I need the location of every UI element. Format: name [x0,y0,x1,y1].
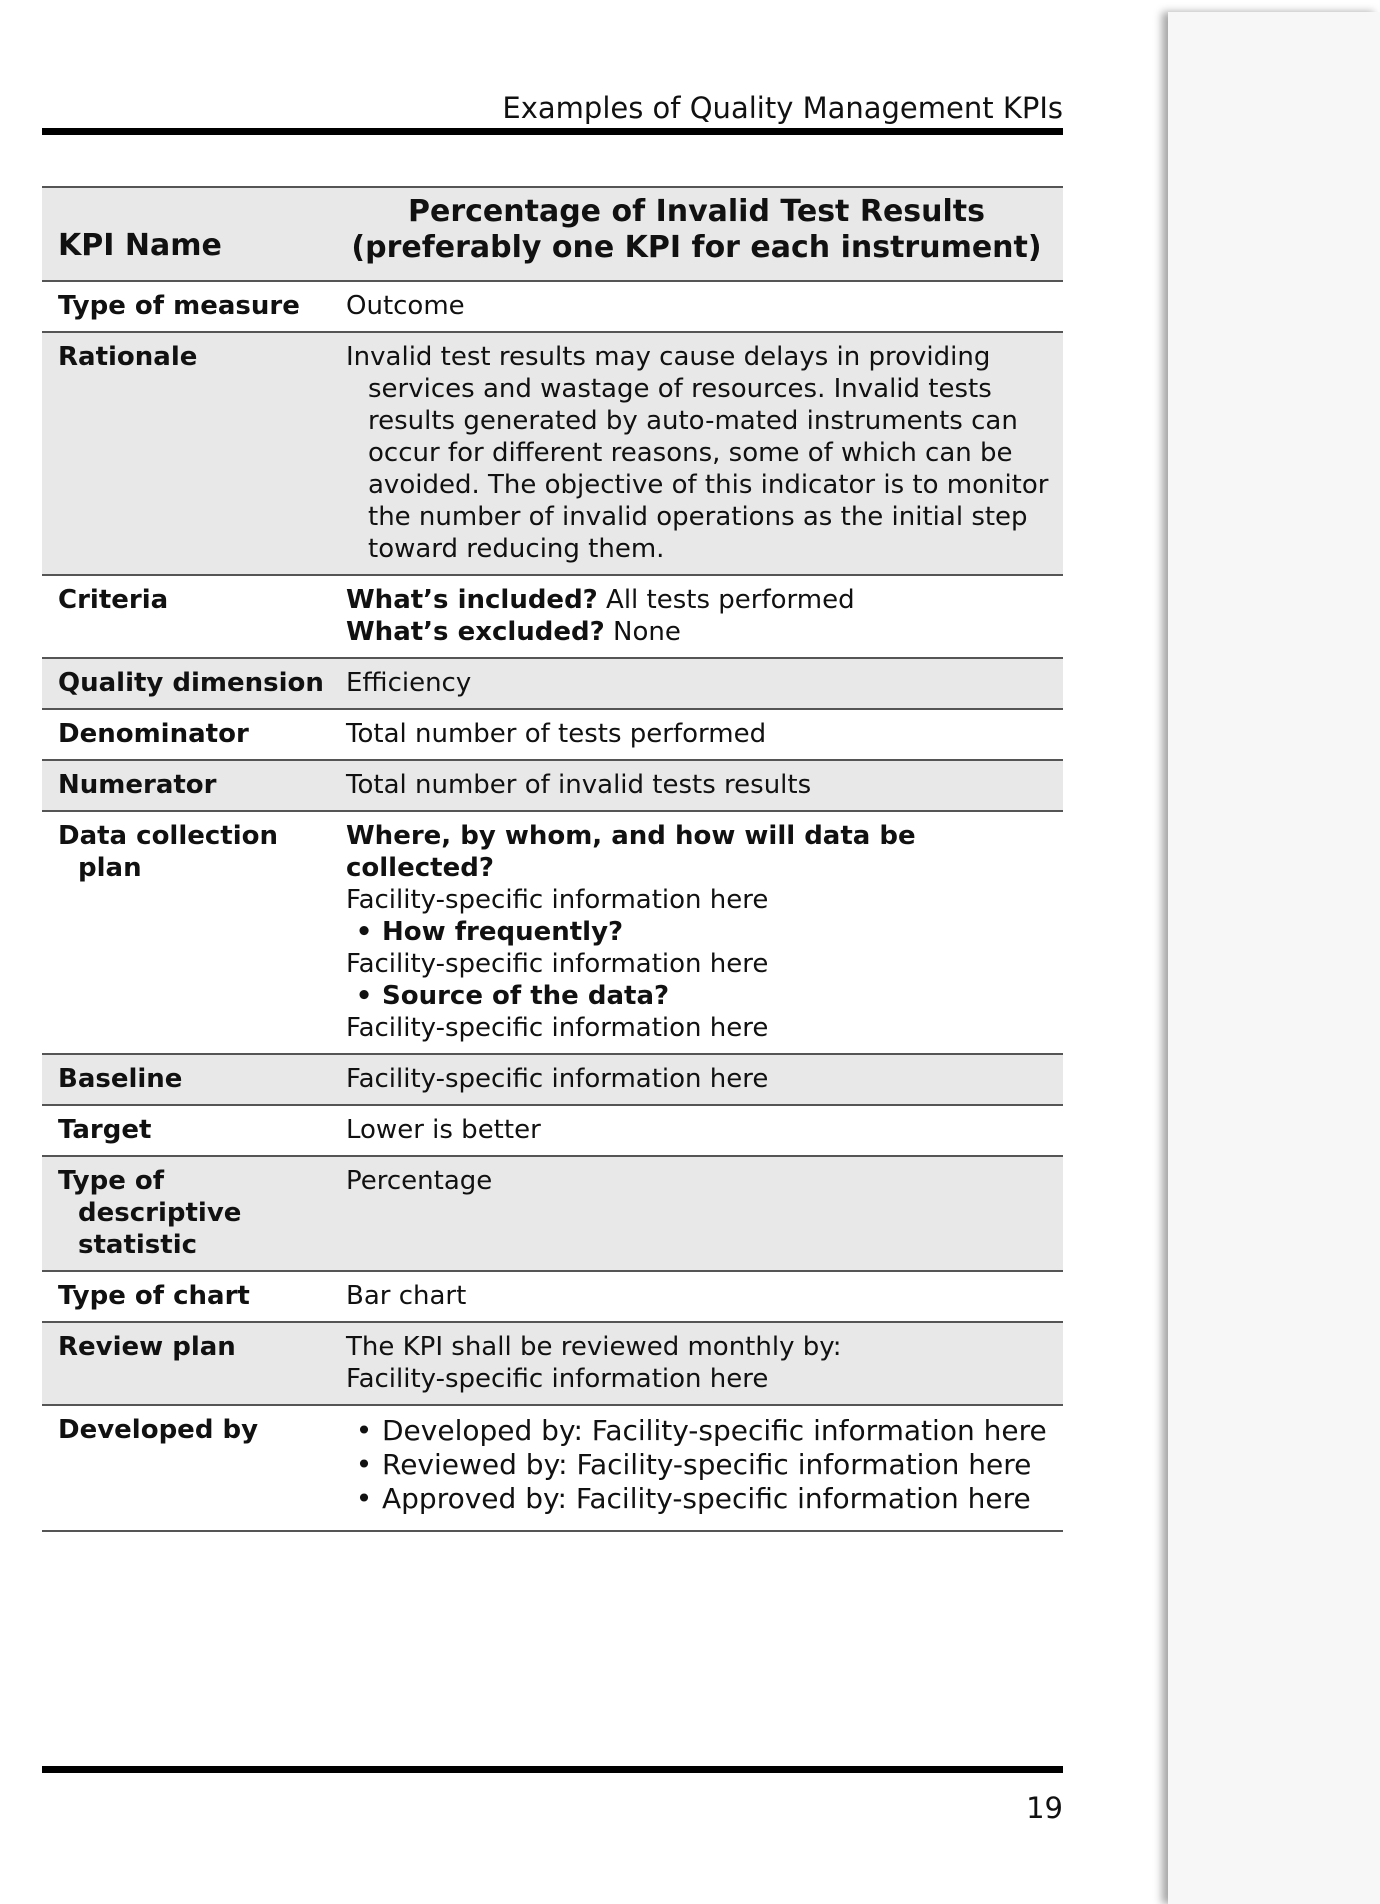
table-row-data-collection [42,811,1063,1054]
quality-dimension-value: Efficiency [330,658,1063,709]
kpi-title [330,187,1063,281]
table-row-quality-dimension [42,658,1063,709]
page-edge-shadow [1168,12,1380,1904]
data-collection-a3: Facility-specific information here [346,1013,769,1043]
type-of-measure-label: Type of measure [42,281,330,332]
running-head: Examples of Quality Management KPIs [502,91,1063,125]
developed-by-item: Developed by: Facility-specific information here [382,1414,1047,1447]
type-of-chart-label: Type of chart [42,1271,330,1322]
descriptive-statistic-label-line2: descriptive [78,1198,242,1228]
table-row-baseline [42,1054,1063,1105]
type-of-measure-value: Outcome [330,281,1063,332]
target-value: Lower is better [330,1105,1063,1156]
developed-by-label: Developed by [42,1405,330,1531]
criteria-label: Criteria [42,575,330,658]
bullet-icon: • [355,1448,373,1481]
denominator-label: Denominator [42,709,330,760]
criteria-included-label: What’s included? [346,585,598,615]
table-row-target [42,1105,1063,1156]
list-item [346,1482,1055,1516]
baseline-label: Baseline [42,1054,330,1105]
table-header-row [42,187,1063,281]
table-row-review-plan [42,1322,1063,1405]
type-of-chart-value: Bar chart [330,1271,1063,1322]
kpi-title-line1: Percentage of Invalid Test Results [408,194,985,229]
kpi-name-label: KPI Name [42,187,330,281]
rationale-value: Invalid test results may cause delays in providing services and wastage of resources. Invalid tests results generated by auto-mated instruments can occur for different reasons, some of which can be avoided. The objective of this indicator is to monitor the number of invalid operations as the initial step toward reducing them. [346,342,1049,564]
list-item [346,1414,1055,1448]
review-plan-cell [330,1322,1063,1405]
header-rule [42,128,1063,135]
reviewed-by-item: Reviewed by: Facility-specific information here [382,1448,1032,1481]
footer-rule [42,1766,1063,1773]
bullet-icon: • [355,1482,373,1515]
data-collection-a2: Facility-specific information here [346,949,769,979]
bullet-icon: • [355,1414,373,1447]
table-row-type-of-chart [42,1271,1063,1322]
page-number: 19 [1026,1791,1063,1825]
table-row-criteria [42,575,1063,658]
data-collection-q3-item [346,980,1055,1012]
data-collection-label-line1: Data collection [58,821,279,851]
criteria-cell [330,575,1063,658]
list-item [346,1448,1055,1482]
data-collection-a1: Facility-specific information here [346,885,769,915]
bullet-icon: • [355,981,373,1011]
data-collection-q2: How frequently? [382,917,624,947]
rationale-label: Rationale [42,332,330,575]
numerator-label: Numerator [42,760,330,811]
review-plan-label: Review plan [42,1322,330,1405]
review-plan-line2: Facility-specific information here [346,1364,769,1394]
criteria-excluded [346,616,1055,648]
kpi-title-line2: (preferably one KPI for each instrument) [351,230,1042,265]
criteria-excluded-label: What’s excluded? [346,617,605,647]
quality-dimension-label: Quality dimension [42,658,330,709]
descriptive-statistic-label-line1: Type of [58,1166,165,1196]
target-label: Target [42,1105,330,1156]
data-collection-q2-item [346,916,1055,948]
data-collection-label [42,811,330,1054]
criteria-excluded-value: None [604,617,681,647]
baseline-value: Facility-specific information here [330,1054,1063,1105]
table-row-developed-by [42,1405,1063,1531]
table-row-descriptive-statistic [42,1156,1063,1271]
table-row-numerator [42,760,1063,811]
data-collection-label-line2: plan [78,853,142,883]
numerator-value: Total number of invalid tests results [330,760,1063,811]
criteria-included-value: All tests performed [597,585,855,615]
table-row-rationale [42,332,1063,575]
table-row-type-of-measure [42,281,1063,332]
descriptive-statistic-label [42,1156,330,1271]
bullet-icon: • [355,917,373,947]
page-edge-top [1168,0,1380,12]
descriptive-statistic-value: Percentage [330,1156,1063,1271]
kpi-table [42,186,1063,1532]
review-plan-line1: The KPI shall be reviewed monthly by: [346,1332,842,1362]
table-row-denominator [42,709,1063,760]
developed-by-cell [330,1405,1063,1531]
approved-by-item: Approved by: Facility-specific information here [382,1482,1031,1515]
data-collection-q3: Source of the data? [382,981,670,1011]
data-collection-q1: Where, by whom, and how will data be collected? [346,821,916,883]
criteria-included [346,584,1055,616]
data-collection-cell [330,811,1063,1054]
rationale-cell [330,332,1063,575]
descriptive-statistic-label-line3: statistic [78,1230,198,1260]
denominator-value: Total number of tests performed [330,709,1063,760]
